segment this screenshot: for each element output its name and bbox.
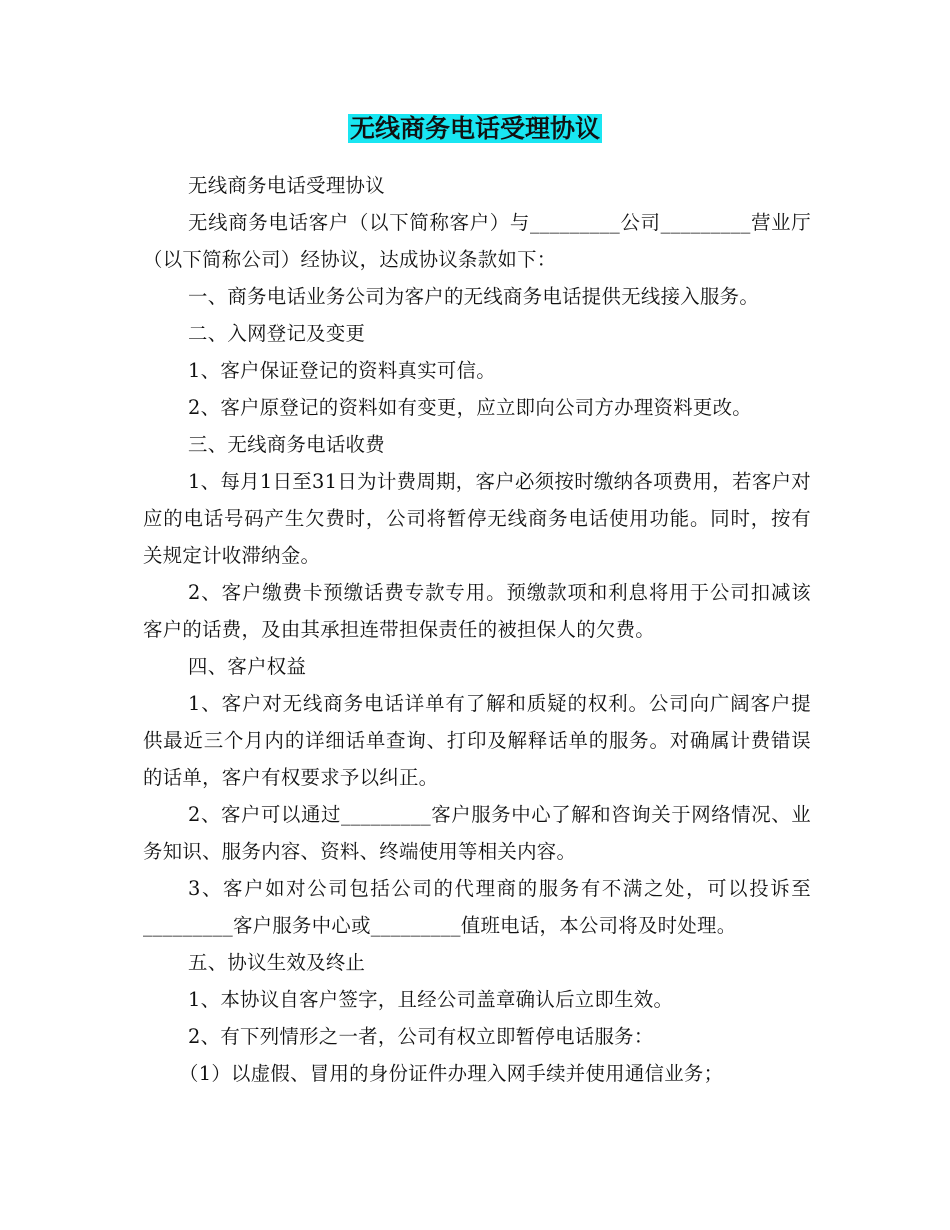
paragraph-4-3: 3、客户如对公司包括公司的代理商的服务有不满之处，可以投诉至_________客户服务中心或_________值班电话，本公司将及时处理。 [143, 877, 811, 937]
section-heading-4: 四、客户权益 [188, 655, 307, 678]
paragraph-4-1: 1、客户对无线商务电话详单有了解和质疑的权利。公司向广阔客户提供最近三个月内的详细话单查询、打印及解释话单的服务。对确属计费错误的话单，客户有权要求予以纠正。 [143, 692, 811, 789]
paragraph-5-2-item-1: （1）以虚假、冒用的身份证件办理入网手续并使用通信业务； [179, 1062, 724, 1085]
paragraph-2-1: 1、客户保证登记的资料真实可信。 [188, 359, 496, 382]
section-heading-3: 三、无线商务电话收费 [188, 433, 385, 456]
paragraph-5-1: 1、本协议自客户签字，且经公司盖章确认后立即生效。 [188, 988, 674, 1011]
paragraph-3-2: 2、客户缴费卡预缴话费专款专用。预缴款项和利息将用于公司扣减该客户的话费，及由其承担连带担保责任的被担保人的欠费。 [143, 581, 811, 641]
paragraph-3-1: 1、每月1日至31日为计费周期，客户必须按时缴纳各项费用，若客户对应的电话号码产生欠费时，公司将暂停无线商务电话使用功能。同时，按有关规定计收滞纳金。 [143, 470, 811, 567]
paragraph-2-2: 2、客户原登记的资料如有变更，应立即向公司方办理资料更改。 [188, 396, 752, 419]
paragraph-4-2: 2、客户可以通过_________客户服务中心了解和咨询关于网络情况、业务知识、服务内容、资料、终端使用等相关内容。 [143, 803, 811, 863]
document-title [0, 112, 950, 146]
document-body [143, 167, 811, 1092]
paragraph-5-2: 2、有下列情形之一者，公司有权立即暂停电话服务： [188, 1025, 654, 1048]
document-title-text: 无线商务电话受理协议 [349, 114, 600, 143]
section-heading-5: 五、协议生效及终止 [188, 951, 366, 974]
paragraph-parties: 无线商务电话客户（以下简称客户）与_________公司_________营业厅（以下简称公司）经协议，达成协议条款如下： [143, 211, 811, 271]
section-heading-2: 二、入网登记及变更 [188, 322, 366, 345]
paragraph-intro-heading: 无线商务电话受理协议 [188, 174, 385, 197]
paragraph-section-1: 一、商务电话业务公司为客户的无线商务电话提供无线接入服务。 [188, 285, 760, 308]
